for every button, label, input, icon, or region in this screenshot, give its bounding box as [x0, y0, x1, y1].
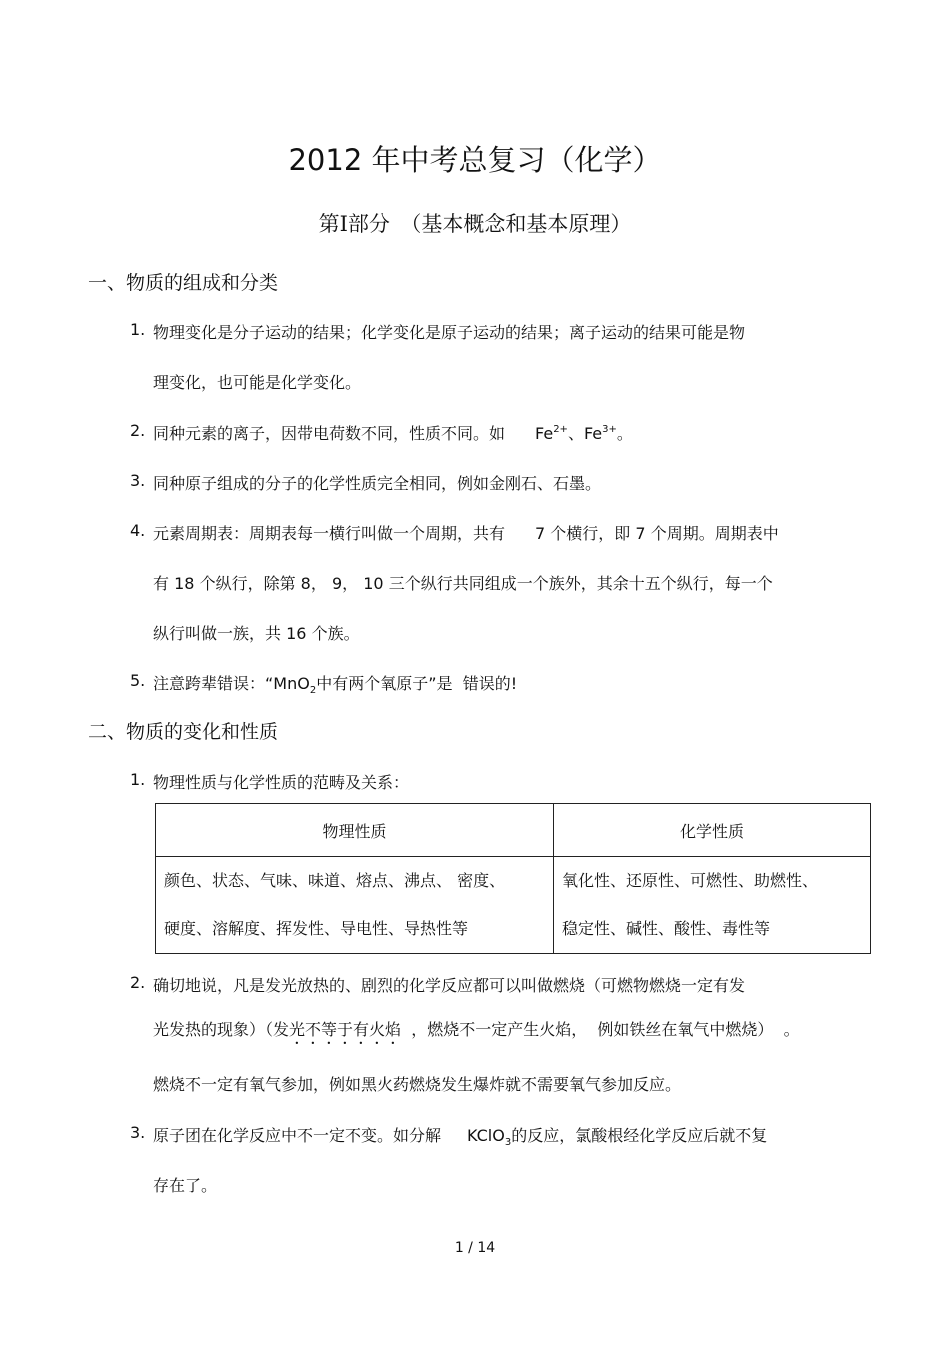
- charge-2plus: 2+: [553, 424, 568, 435]
- list-item-7-number: 2.: [130, 973, 146, 992]
- list-item-2-text: 同种元素的离子，因带电荷数不同，性质不同。如 $Fe^{2+}$、$Fe^{3+}$。: [153, 424, 633, 443]
- list-item-6-text: 物理性质与化学性质的范畴及关系：: [153, 773, 410, 792]
- list-item-6-number: 1.: [130, 770, 146, 789]
- list-item-2-number: 2.: [130, 421, 146, 440]
- list-item-5-number: 5.: [130, 671, 146, 690]
- header-chemical: 化学性质: [554, 804, 871, 857]
- list-item-7-line1: 确切地说，凡是发光放热的、剧烈的化学反应都可以叫做燃烧（可燃物燃烧一定有发: [153, 976, 746, 995]
- subscript-2: 2: [309, 685, 317, 697]
- list-item-8-line2: 存在了。: [153, 1176, 218, 1195]
- kclo3-formula: KClO: [467, 1126, 505, 1145]
- list-item-8-number: 3.: [130, 1123, 146, 1142]
- list-item-4-line2: 有 18 个纵行，除第 8， 9， 10 三个纵行共同组成一个族外，其余十五个纵行，每一个: [153, 574, 773, 593]
- list-item-1-line1: 物理变化是分子运动的结果；化学变化是原子运动的结果；离子运动的结果可能是物: [153, 323, 746, 342]
- part-subtitle: 第Ⅰ部分 （基本概念和基本原理）: [318, 212, 632, 236]
- list-item-1-line2: 理变化，也可能是化学变化。: [153, 373, 362, 392]
- chemical-line-1: 氧化性、还原性、可燃性、助燃性、: [562, 871, 819, 890]
- iron-symbol-2: Fe: [583, 424, 603, 443]
- properties-table: [155, 803, 871, 954]
- table-row: [156, 857, 871, 954]
- physical-properties-cell: [156, 857, 554, 954]
- section-heading-changes: 二、物质的变化和性质: [88, 721, 279, 743]
- list-item-4-number: 4.: [130, 521, 146, 540]
- physical-line-1: 颜色、状态、气味、味道、熔点、沸点、 密度、: [164, 871, 506, 890]
- ion-statement: 同种元素的离子，因带电荷数不同，性质不同。如: [153, 424, 506, 443]
- list-item-7-line3: 燃烧不一定有氧气参加，例如黑火药燃烧发生爆炸就不需要氧气参加反应。: [153, 1075, 682, 1094]
- subscript-3: 3: [504, 1137, 512, 1149]
- emphasized-phrase: 光不等于有火焰: [289, 1020, 402, 1039]
- list-item-1-number: 1.: [130, 320, 146, 339]
- document-title: 2012 年中考总复习（化学）: [288, 143, 662, 177]
- page-number: 1 / 14: [454, 1240, 496, 1256]
- table-header-row: [156, 804, 871, 857]
- list-item-4-line3: 纵行叫做一族，共 16 个族。: [153, 624, 360, 643]
- header-physical: 物理性质: [156, 804, 554, 857]
- list-item-7-line2: 光发热的现象）（发光不等于有火焰 ，燃烧不一定产生火焰， 例如铁丝在氧气中燃烧） 。: [153, 1020, 800, 1039]
- charge-3plus: 3+: [602, 424, 617, 435]
- physical-line-2: 硬度、溶解度、挥发性、导电性、导热性等: [164, 919, 469, 938]
- chemical-line-2: 稳定性、碱性、酸性、毒性等: [562, 919, 771, 938]
- list-item-8-line1: 原子团在化学反应中不一定不变。如分解 KClO$_3$的反应，氯酸根经化学反应后就不复: [153, 1126, 768, 1149]
- section-heading-composition: 一、物质的组成和分类: [88, 272, 279, 294]
- list-item-3-number: 3.: [130, 471, 146, 490]
- list-item-4-line1: 元素周期表：周期表每一横行叫做一个周期，共有 7 个横行，即 7 个周期。周期表中: [153, 524, 779, 543]
- list-item-5-text: 注意跨辈错误：“MnO$_2$中有两个氧原子”是 错误的!: [153, 674, 518, 697]
- iron-symbol: Fe: [535, 424, 554, 443]
- chemical-properties-cell: [554, 857, 871, 954]
- list-item-3-text: 同种原子组成的分子的化学性质完全相同，例如金刚石、石墨。: [153, 474, 602, 493]
